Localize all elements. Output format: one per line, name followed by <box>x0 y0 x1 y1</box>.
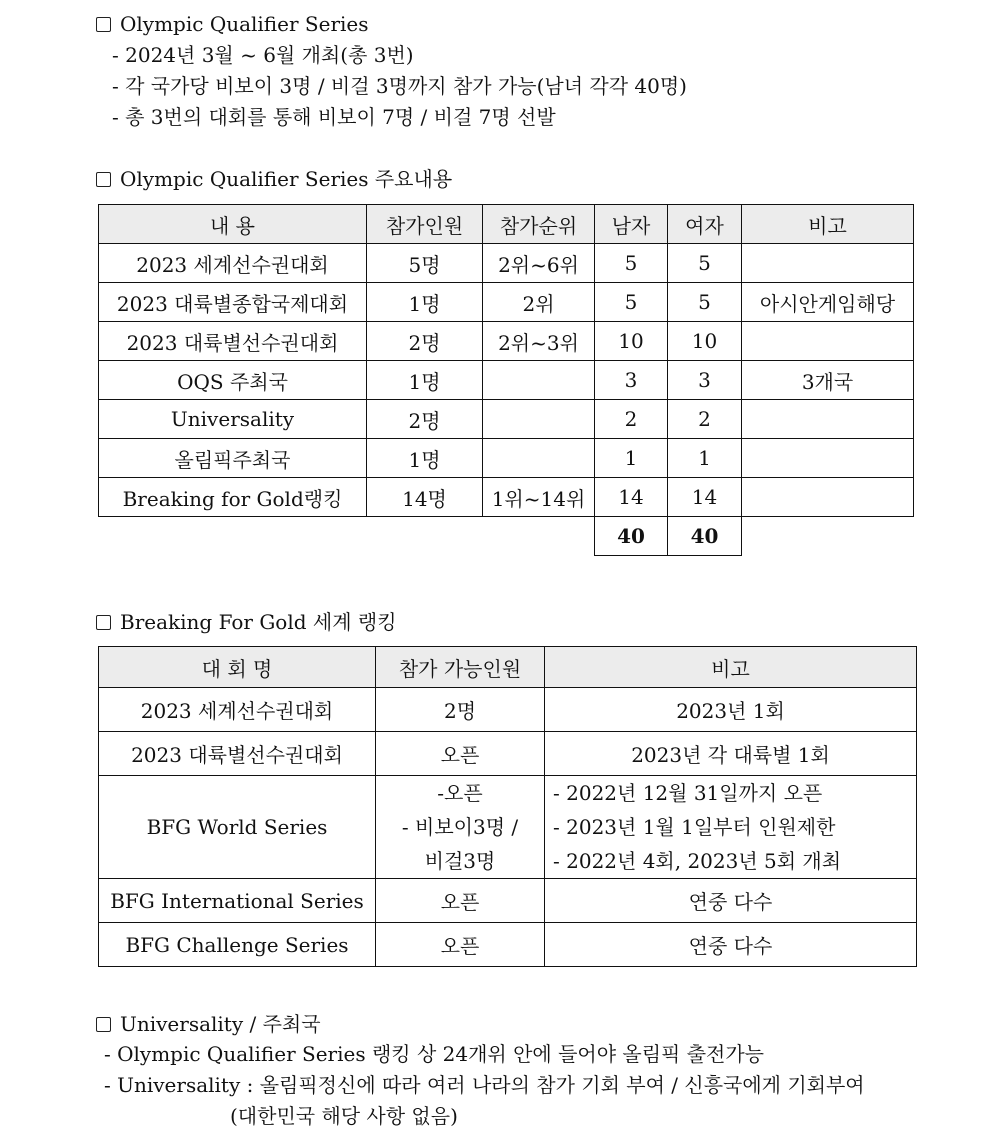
section3-heading <box>96 609 397 635</box>
table-cell: Breaking for Gold랭킹 <box>99 478 367 517</box>
table-cell <box>545 776 917 879</box>
table-header-row <box>99 205 914 244</box>
table-cell: OQS 주최국 <box>99 361 367 400</box>
header-cell: 참가 가능인원 <box>376 647 545 688</box>
empty-cell <box>367 517 483 556</box>
table-cell: 2023 세계선수권대회 <box>99 688 376 732</box>
total-male: 40 <box>595 517 668 556</box>
total-female: 40 <box>668 517 742 556</box>
table-cell <box>483 439 595 478</box>
cell-line: - 비보이3명 / <box>401 815 519 839</box>
table-cell: 3 <box>668 361 742 400</box>
table-row <box>99 732 917 776</box>
table-cell: 2023 대륙별선수권대회 <box>99 322 367 361</box>
section4-bullet: - Olympic Qualifier Series 랭킹 상 24개위 안에 들어야 올림픽 출전가능 <box>104 1042 765 1066</box>
table-cell: 오픈 <box>376 732 545 776</box>
table-row <box>99 776 917 879</box>
table-cell: 5 <box>595 283 668 322</box>
table-cell: 14 <box>668 478 742 517</box>
cell-line: -오픈 <box>437 781 483 805</box>
cell-line: - 2022년 4회, 2023년 5회 개최 <box>553 849 842 873</box>
table-cell: 10 <box>668 322 742 361</box>
table-cell <box>742 478 914 517</box>
cell-line: 비걸3명 <box>424 849 496 873</box>
table-cell: 5 <box>668 244 742 283</box>
checkbox-icon <box>96 615 111 630</box>
header-cell: 비고 <box>545 647 917 688</box>
section4-heading <box>96 1011 321 1037</box>
table-cell: BFG Challenge Series <box>99 923 376 967</box>
section4-heading-text: Universality / 주최국 <box>120 1012 321 1036</box>
table-cell: Universality <box>99 400 367 439</box>
table-cell <box>376 776 545 879</box>
table-cell: 1 <box>595 439 668 478</box>
table-cell: 1명 <box>367 361 483 400</box>
table-cell: 2위~6위 <box>483 244 595 283</box>
section4-bullet: (대한민국 해당 사항 없음) <box>230 1104 458 1128</box>
totals-row <box>99 517 914 556</box>
table-cell: 2023년 각 대륙별 1회 <box>545 732 917 776</box>
table-cell: 14 <box>595 478 668 517</box>
section4-bullet: - Universality : 올림픽정신에 따라 여러 나라의 참가 기회 부여 / 신흥국에게 기회부여 <box>104 1073 865 1097</box>
section2-heading-text: Olympic Qualifier Series 주요내용 <box>120 167 453 191</box>
table-cell: 연중 다수 <box>545 879 917 923</box>
checkbox-icon <box>96 1017 111 1032</box>
table-cell: 2023 대륙별선수권대회 <box>99 732 376 776</box>
header-cell: 참가인원 <box>367 205 483 244</box>
header-cell: 비고 <box>742 205 914 244</box>
table-cell: 2위 <box>483 283 595 322</box>
checkbox-icon <box>96 172 111 187</box>
table-row <box>99 400 914 439</box>
table-cell: 3 <box>595 361 668 400</box>
header-cell: 여자 <box>668 205 742 244</box>
table-cell: 연중 다수 <box>545 923 917 967</box>
table-cell: 10 <box>595 322 668 361</box>
table-row <box>99 879 917 923</box>
table-cell: 2023 대륙별종합국제대회 <box>99 283 367 322</box>
table-cell: 1명 <box>367 283 483 322</box>
table-cell: 5 <box>595 244 668 283</box>
empty-cell <box>99 517 367 556</box>
table-cell: 14명 <box>367 478 483 517</box>
section1-bullet: - 2024년 3월 ~ 6월 개최(총 3번) <box>112 43 414 67</box>
table-cell: 오픈 <box>376 923 545 967</box>
header-cell: 내 용 <box>99 205 367 244</box>
header-cell: 참가순위 <box>483 205 595 244</box>
table-cell: 2023년 1회 <box>545 688 917 732</box>
header-cell: 남자 <box>595 205 668 244</box>
table-cell: 2 <box>595 400 668 439</box>
bfg-ranking-table <box>98 646 917 967</box>
table-cell: 올림픽주최국 <box>99 439 367 478</box>
table-cell: 2 <box>668 400 742 439</box>
table-cell: 2위~3위 <box>483 322 595 361</box>
table-row <box>99 478 914 517</box>
cell-line: - 2023년 1월 1일부터 인원제한 <box>553 815 836 839</box>
section1-heading <box>96 11 369 37</box>
table-row <box>99 244 914 283</box>
section3-heading-text: Breaking For Gold 세계 랭킹 <box>120 610 397 634</box>
oqs-table <box>98 204 914 556</box>
table-cell: BFG International Series <box>99 879 376 923</box>
checkbox-icon <box>96 17 111 32</box>
table-cell <box>483 361 595 400</box>
table-row <box>99 439 914 478</box>
section1-bullet: - 각 국가당 비보이 3명 / 비걸 3명까지 참가 가능(남녀 각각 40명) <box>112 74 687 98</box>
cell-line: - 2022년 12월 31일까지 오픈 <box>553 781 823 805</box>
table-cell: 3개국 <box>742 361 914 400</box>
table-cell <box>483 400 595 439</box>
table-header-row <box>99 647 917 688</box>
table-cell: 2명 <box>376 688 545 732</box>
table-cell: 5 <box>668 283 742 322</box>
section2-heading <box>96 166 452 192</box>
header-cell: 대 회 명 <box>99 647 376 688</box>
table-cell: BFG World Series <box>99 776 376 879</box>
table-row <box>99 283 914 322</box>
table-cell: 1명 <box>367 439 483 478</box>
table-row <box>99 923 917 967</box>
table-row <box>99 322 914 361</box>
empty-cell <box>483 517 595 556</box>
table-cell: 아시안게임해당 <box>742 283 914 322</box>
table-cell: 2명 <box>367 322 483 361</box>
table-cell: 오픈 <box>376 879 545 923</box>
table-cell <box>742 439 914 478</box>
table-row <box>99 688 917 732</box>
table-cell: 2023 세계선수권대회 <box>99 244 367 283</box>
empty-cell <box>742 517 914 556</box>
section1-heading-text: Olympic Qualifier Series <box>120 12 369 36</box>
table-cell: 2명 <box>367 400 483 439</box>
table-cell <box>742 244 914 283</box>
table-cell: 5명 <box>367 244 483 283</box>
table-cell: 1위~14위 <box>483 478 595 517</box>
section1-bullet: - 총 3번의 대회를 통해 비보이 7명 / 비걸 7명 선발 <box>112 105 556 129</box>
table-row <box>99 361 914 400</box>
table-cell: 1 <box>668 439 742 478</box>
table-cell <box>742 400 914 439</box>
table-cell <box>742 322 914 361</box>
